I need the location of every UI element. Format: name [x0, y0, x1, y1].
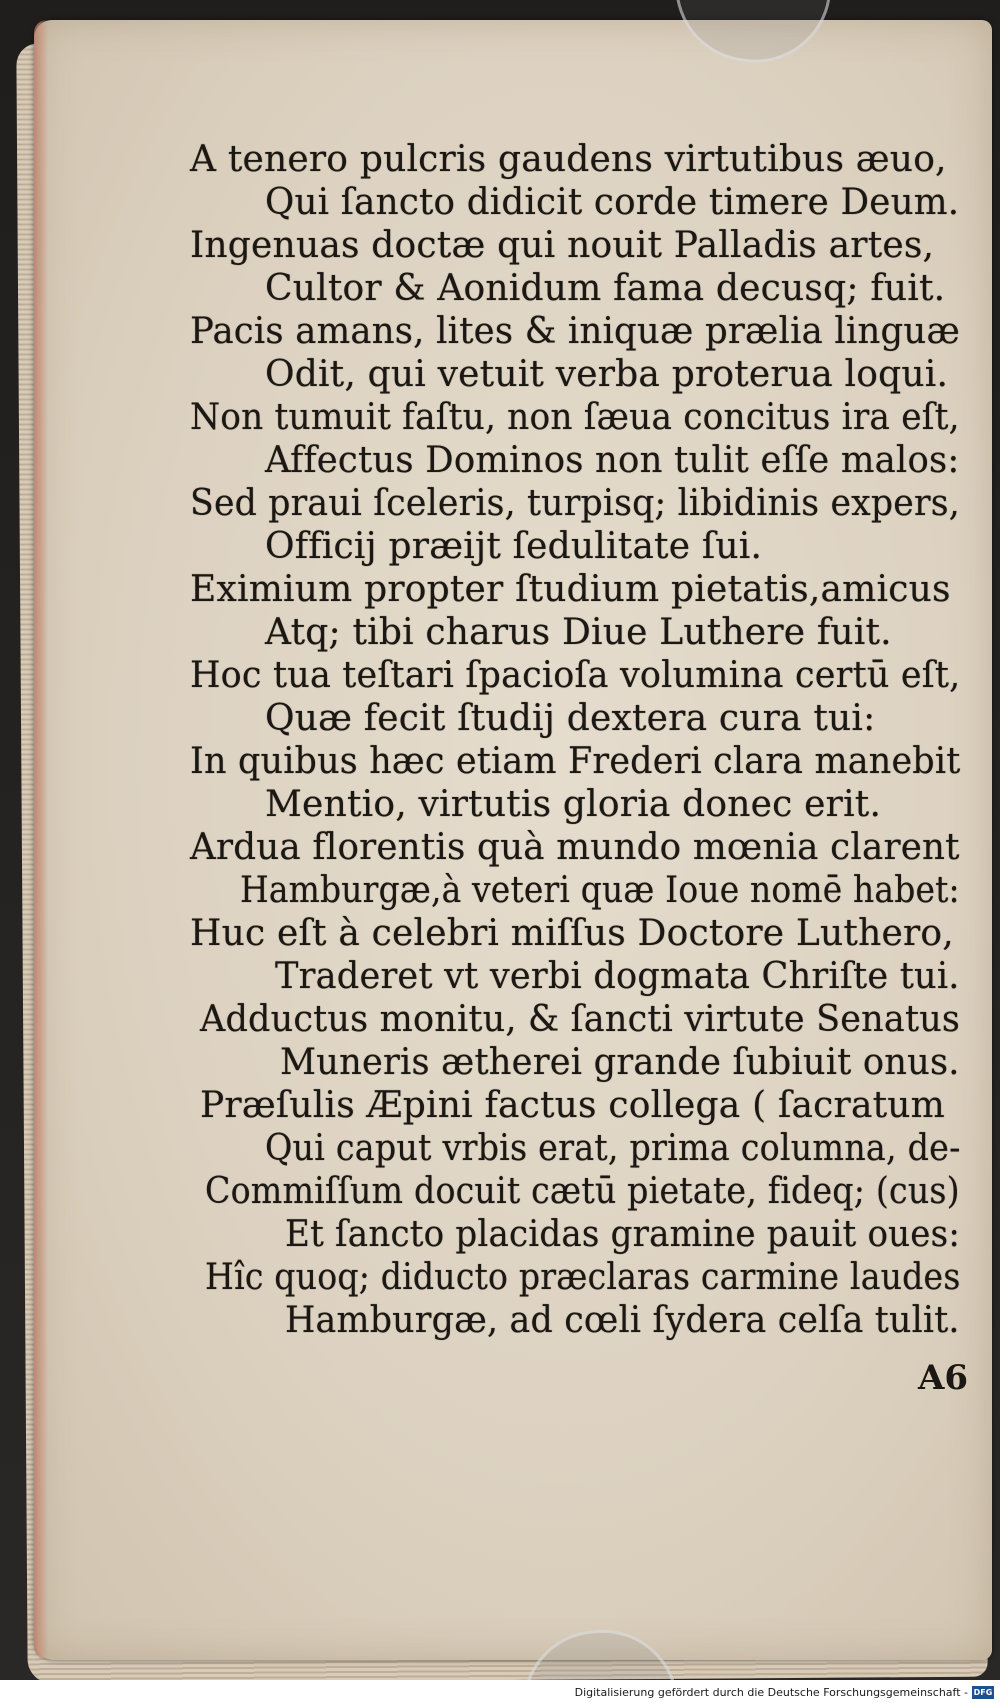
verse-line: Qui caput vrbis erat, prima columna, de- — [265, 1128, 961, 1169]
verse-line: Affectus Dominos non tulit eſſe malos: — [265, 440, 960, 481]
verse-line: A tenero pulcris gaudens virtutibus æuo, — [190, 139, 947, 180]
verse-line: Atq; tibi charus Diue Luthere fuit. — [265, 612, 892, 653]
verse-line: Traderet vt verbi dogmata Chriſte tui. — [275, 956, 960, 997]
verse-line: Quæ fecit ſtudij dextera cura tui: — [265, 698, 876, 739]
dfg-logo-icon: DFG — [973, 1687, 993, 1697]
verse-line: In quibus hæc etiam Frederi clara manebit — [190, 741, 961, 782]
digitization-credit-bar — [0, 1680, 1000, 1703]
verse-line: Officij præijt ſedulitate ſui. — [265, 526, 763, 567]
verse-line: Præſulis Æpini factus collega ( ſacratum — [200, 1085, 945, 1126]
verse-line: Ardua florentis quà mundo mœnia clarent — [190, 827, 960, 868]
verse-line: Muneris ætherei grande ſubiuit onus. — [280, 1042, 960, 1083]
verse-line: Hamburgæ, ad cœli ſydera celſa tulit. — [285, 1300, 960, 1341]
verse-line: Et ſancto placidas gramine pauit oues: — [285, 1214, 961, 1255]
catchword: A6 — [918, 1358, 969, 1398]
verse-line: Non tumuit faſtu, non ſæua concitus ira eſt, — [190, 397, 960, 438]
credit-text: Digitalisierung gefördert durch die Deutsche Forschungsgemeinschaft - — [574, 1685, 968, 1699]
verse-line: Huc eſt à celebri miſſus Doctore Luthero, — [190, 913, 954, 954]
verse-line: Hamburgæ,à veteri quæ Ioue nomē habet: — [240, 870, 960, 911]
verse-line: Sed praui ſceleris, turpisq; libidinis expers, — [190, 483, 960, 524]
verse-line: Cultor & Aonidum fama decusq; fuit. — [265, 268, 946, 309]
verse-line: Commiſſum docuit cætū pietate, fideq; (cus) — [205, 1171, 960, 1212]
verse-line: Odit, qui vetuit verba proterua loqui. — [265, 354, 949, 395]
verse-line: Qui ſancto didicit corde timere Deum. — [265, 182, 960, 223]
verse-line: Mentio, virtutis gloria donec erit. — [265, 784, 882, 825]
verse-line: Pacis amans, lites & iniquæ prælia linguæ — [190, 311, 960, 352]
verse-line: Adductus monitu, & ſancti virtute Senatus — [200, 999, 961, 1040]
verse-line: Eximium propter ſtudium pietatis,amicus — [190, 569, 951, 610]
verse-line: Hîc quoq; diducto præclaras carmine laudes — [205, 1257, 961, 1298]
verse-line: Ingenuas doctæ qui nouit Palladis artes, — [190, 225, 935, 266]
verse-line: Hoc tua teſtari ſpacioſa volumina certū eſt, — [190, 655, 961, 696]
